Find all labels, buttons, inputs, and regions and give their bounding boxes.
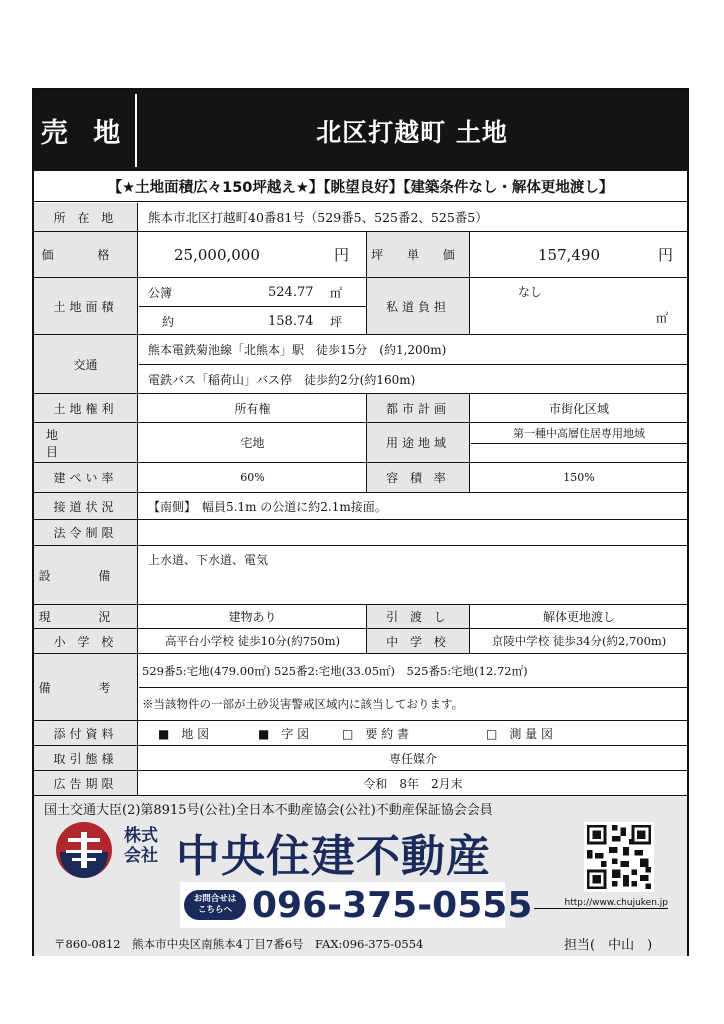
label-location: 所 在 地 [34,203,138,231]
property-sheet [32,88,689,956]
row-land-category [34,423,687,463]
row-facilities [34,546,687,605]
footer [34,796,687,956]
company-address: 〒860-0812 熊本市中央区南熊本4丁目7番6号 FAX:096-375-0554 [54,937,424,951]
label-road-access: 接道状況 [34,493,138,519]
value-city-plan: 市街化区域 [548,401,609,416]
label-land-right: 土地権利 [34,394,138,422]
value-transport-2: 電鉄バス「稲荷山」バス停 徒歩約2分(約160m) [148,373,416,387]
label-land-category-text: 地 目 [46,427,97,459]
value-elementary: 高平台小学校 徒歩10分(約750m) [164,634,341,648]
value-remarks-1: 529番5:宅地(479.00㎡) 525番2:宅地(33.05㎡) 525番5:宅地(12.72㎡) [142,663,528,678]
area-tsubo-value: 158.74 [268,313,314,329]
area-registry-value: 524.77 [268,284,314,300]
phone-badge-line-1: お問合せは [193,894,237,904]
value-zoning: 第一種中高層住居専用地域 [513,427,645,440]
area-registry-unit: ㎡ [330,285,343,300]
zoning-divider [471,443,687,444]
value-road-access: 【南側】 幅員5.1m の公道に約2.1m接面。 [148,499,387,514]
row-ad-period [34,771,687,796]
area-registry-label: 公簿 [148,285,173,300]
label-elementary: 小 学 校 [34,629,138,653]
attach-plan: ■ 字 図 [258,726,310,741]
value-floor-ratio: 150% [563,471,595,484]
row-location [34,203,687,232]
label-floor-ratio: 容 積 率 [366,463,470,492]
headline: 【★土地面積広々150坪越え★】【眺望良好】【建築条件なし・解体更地渡し】 [34,172,687,202]
value-transaction: 専任媒介 [388,751,437,766]
label-ad-period: 広告期限 [34,771,138,795]
value-location: 熊本市北区打越町40番81号（529番5、525番2、525番5） [148,210,488,225]
label-legal-limits: 法令制限 [34,520,138,545]
area-approx-label: 約 [162,314,175,329]
value-price-unit: 円 [334,246,350,264]
label-tsubo-price: 坪 単 価 [366,232,470,277]
value-private-road: なし [518,284,543,299]
phone-badge-line-2: こちらへ [197,905,232,915]
label-transaction: 取引態様 [34,746,138,770]
attach-survey: □ 測 量 図 [486,726,553,741]
label-transport: 交通 [34,335,138,393]
value-facilities: 上水道、下水道、電気 [148,552,269,567]
value-tsubo-unit: 円 [658,246,674,264]
label-attachments: 添付資料 [34,721,138,745]
value-delivery: 解体更地渡し [542,610,615,624]
label-facilities: 設 備 [34,546,138,604]
label-private-road: 私道負担 [366,278,470,334]
row-coverage [34,463,687,493]
association-membership: 国土交通大臣(2)第8915号(公社)全日本不動産協会(公社)不動産保証協会会員 [44,803,493,818]
value-coverage: 60% [240,471,265,484]
phone-box [180,882,533,928]
phone-number[interactable]: 096-375-0555 [252,884,533,926]
label-junior-high: 中 学 校 [366,629,470,653]
contact-person: 担当( 中山 ) [564,938,653,953]
row-land-area [34,278,687,335]
property-title: 北区打越町 土地 [316,117,508,147]
label-current-status: 現 況 [34,605,138,628]
value-land-right: 所有権 [234,401,271,416]
label-city-plan: 都市計画 [366,394,470,422]
attach-summary: □ 要 約 書 [342,726,409,741]
label-delivery: 引 渡 し [366,605,470,628]
company-prefix: 株式会社 [124,826,158,866]
header-bar [34,90,687,171]
label-coverage: 建ぺい率 [34,463,138,492]
attach-map: ■ 地 図 [158,726,210,741]
row-price [34,232,687,278]
label-remarks: 備 考 [34,654,138,720]
label-price: 価 格 [34,232,138,277]
company-logo-icon [54,820,114,880]
website-link[interactable]: http://www.chujuken.jp [534,898,668,909]
value-remarks-2: ※当該物件の一部が土砂災害警戒区域内に該当しております。 [142,696,464,711]
value-private-road-unit: ㎡ [656,310,669,325]
row-transport [34,335,687,394]
row-road-access [34,493,687,520]
value-current-status: 建物あり [228,610,277,624]
qr-code-icon[interactable] [584,822,654,892]
area-tsubo-unit: 坪 [330,314,343,329]
row-schools [34,629,687,654]
value-price: 25,000,000 [174,245,260,264]
row-legal-limits [34,520,687,546]
row-land-right [34,394,687,423]
row-current-status [34,605,687,629]
label-zoning: 用途地域 [366,423,470,462]
value-land-category: 宅地 [240,436,265,450]
company-name: 中央住建不動産 [176,831,491,882]
row-transaction [34,746,687,771]
row-remarks [34,654,687,721]
label-land-category [34,423,138,462]
value-transport-1: 熊本電鉄菊池線「北熊本」駅 徒歩15分 (約1,200m) [148,343,447,357]
value-junior-high: 京陵中学校 徒歩34分(約2,700m) [491,634,667,648]
phone-badge [184,890,246,920]
value-tsubo-price: 157,490 [538,245,601,264]
row-attachments [34,721,687,746]
label-land-area: 土地面積 [34,278,138,334]
value-ad-period: 令和 8年 2月末 [363,776,463,791]
property-kind: 売 地 [40,118,129,149]
